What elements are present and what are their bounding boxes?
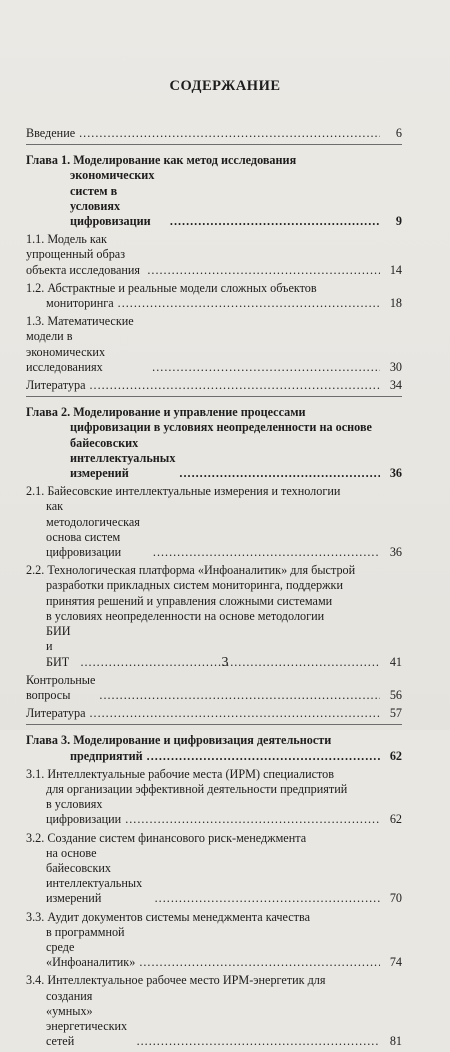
toc-page-number: 56 xyxy=(389,687,402,702)
toc-entry-line: 3.3. Аудит документов системы менеджмента качества xyxy=(26,909,310,924)
toc-entry-line: 1.3. Математические модели в экономических исследованиях xyxy=(26,314,134,374)
toc-entry-line: 1.1. Модель как упрощенный образ объекта исследования xyxy=(26,232,141,277)
toc-page-number: 81 xyxy=(389,1034,402,1049)
toc-entry-line: 1.2. Абстрактные и реальные модели сложных объектов xyxy=(26,280,317,295)
toc-entry xyxy=(26,563,402,669)
toc-entry xyxy=(26,831,402,907)
toc-entry xyxy=(26,973,402,1049)
dot-leader xyxy=(99,688,380,703)
toc-entry-line: в условиях неопределенности на основе методологии xyxy=(46,608,325,623)
toc-page-number: 30 xyxy=(389,359,402,374)
dot-leader xyxy=(139,955,380,970)
toc-chapter xyxy=(26,153,402,229)
toc-entry-line: 3.4. Интеллектуальное рабочее место ИРМ-энергетик для xyxy=(26,973,326,988)
toc-entry-line: создания «умных» энергетических сетей xyxy=(46,988,128,1049)
toc-entry-line: БИИ и БИТ xyxy=(46,624,71,669)
toc-chapter xyxy=(26,405,402,481)
toc-entry xyxy=(26,767,402,828)
toc-entry xyxy=(26,314,402,375)
toc-chapter xyxy=(26,733,402,763)
toc-page-number: 36 xyxy=(389,466,402,481)
toc-page-number: 62 xyxy=(389,748,402,763)
toc-entry-line: Глава 2. Моделирование и управление процессами xyxy=(26,405,306,420)
toc-entry xyxy=(26,706,402,721)
toc-entry-line: Контрольные вопросы xyxy=(26,672,96,702)
toc-entry-line: в условиях цифровизации xyxy=(46,797,122,827)
page-number: 3 xyxy=(221,655,229,670)
dot-leader xyxy=(89,706,380,721)
toc-page-number: 14 xyxy=(389,262,402,277)
toc-entry-line: 3.2. Создание систем финансового риск-менеджмента xyxy=(26,830,307,845)
dot-leader xyxy=(152,360,380,375)
toc-page-number: 9 xyxy=(395,214,402,229)
toc-entry xyxy=(26,910,402,971)
toc-page-number: 70 xyxy=(389,891,402,906)
toc-entry xyxy=(26,673,402,703)
dot-leader xyxy=(118,296,380,311)
toc-entry-line: Глава 3. Моделирование и цифровизация деятельности xyxy=(26,733,332,748)
dot-leader xyxy=(170,214,380,229)
toc-page-number: 41 xyxy=(389,654,402,669)
dot-leader xyxy=(147,263,380,278)
section-divider xyxy=(26,724,402,725)
toc-entry xyxy=(26,484,402,560)
toc-page-number: 62 xyxy=(389,812,402,827)
dot-leader xyxy=(155,891,380,906)
dot-leader xyxy=(79,126,380,141)
section-divider xyxy=(26,144,402,145)
toc-entry xyxy=(26,232,402,278)
toc-entry-line: мониторинга xyxy=(46,296,114,311)
toc-entry-line: Литература xyxy=(26,378,86,393)
dot-leader xyxy=(179,466,380,481)
dot-leader xyxy=(153,545,380,560)
toc-entry-line: предприятий xyxy=(70,748,143,763)
toc-entry-line: в программной среде «Инфоаналитик» xyxy=(46,924,136,970)
toc-entry-line: 2.2. Технологическая платформа «Инфоаналитик» для быстрой xyxy=(26,563,356,578)
toc-entry-line: на основе байесовских интеллектуальных измерений xyxy=(46,845,143,906)
toc-page-number: 36 xyxy=(389,545,402,560)
toc-entry-line: 3.1. Интеллектуальные рабочие места (ИРМ) специалистов xyxy=(26,766,335,781)
dot-leader xyxy=(89,378,380,393)
toc-entry-line: Литература xyxy=(26,706,86,721)
dot-leader xyxy=(147,749,380,764)
toc-page-number: 74 xyxy=(389,955,402,970)
toc-entry-line: Глава 1. Моделирование как метод исследования xyxy=(26,153,297,168)
section-divider xyxy=(26,396,402,397)
toc-entry xyxy=(26,378,402,393)
page-title: СОДЕРЖАНИЕ xyxy=(169,78,281,94)
toc-page-number: 57 xyxy=(389,706,402,721)
dot-leader xyxy=(137,1034,380,1049)
toc-page-number: 6 xyxy=(395,126,402,140)
toc-entry-line: цифровизации в условиях неопределенности на основе xyxy=(70,420,372,435)
toc-entry xyxy=(26,281,402,311)
toc-entry-line: байесовских интеллектуальных измерений xyxy=(70,435,176,481)
table-of-contents xyxy=(26,126,402,1052)
toc-entry-line: для организации эффективной деятельности предприятий xyxy=(46,781,348,796)
toc-page-number: 34 xyxy=(389,378,402,393)
toc-entry xyxy=(26,126,402,141)
toc-entry-line: 2.1. Байесовские интеллектуальные измерения и технологии xyxy=(26,484,341,499)
toc-entry-line: разработки прикладных систем мониторинга, поддержки xyxy=(46,578,343,593)
toc-entry-line: экономических систем в условиях цифровизации xyxy=(70,168,155,229)
toc-entry-line: Введение xyxy=(26,126,76,140)
toc-entry-line: как методологическая основа систем цифровизации xyxy=(46,499,140,560)
dot-leader xyxy=(125,812,380,827)
toc-entry-line: принятия решений и управления сложными системами xyxy=(46,593,333,608)
toc-page-number: 18 xyxy=(389,296,402,311)
